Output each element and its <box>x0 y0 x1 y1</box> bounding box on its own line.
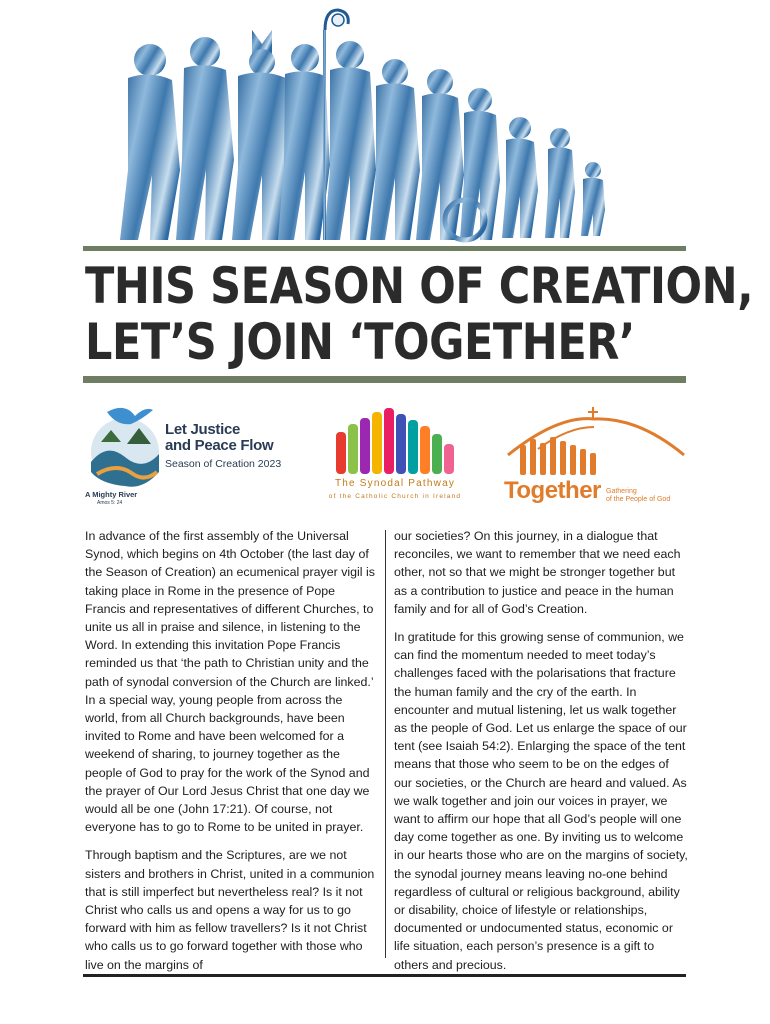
season-subtitle: Season of Creation 2023 <box>165 458 282 470</box>
right-paragraph-1: our societies? On this journey, in a dialogue that reconciles, we want to remember that we need each other, not so that we might be stronger together but as a contribution to justice and peace in the human family and for all of God’s Creation. <box>394 529 681 616</box>
together-subtitle-line-1: Gathering <box>606 488 637 495</box>
season-title-line-2: and Peace Flow <box>165 437 274 454</box>
together-subtitle-line-2: of the People of God <box>606 496 671 503</box>
bottom-rule <box>83 974 686 977</box>
season-tagline: A Mighty River <box>85 490 138 499</box>
synodal-name: The Synodal Pathway <box>334 478 456 489</box>
river-dove-icon <box>87 402 163 490</box>
tent-people-icon <box>498 405 690 479</box>
article-left-column <box>85 527 375 984</box>
colorful-people-icon <box>332 402 458 476</box>
column-divider <box>385 530 386 958</box>
left-paragraph-1: In advance of the first assembly of the Universal Synod, which begins on 4th October (the last day of the Season of Creation) an ecumenical prayer vigil is taking place in Rome in the presence of Pope Francis and representatives of different Churches, to unite us all in praise and silence, in listening to the Word. In extending this invitation Pope Francis reminded us that ‘the path to Christian unity and the path of synodal conversion of the Church are linked.’ In a special way, young people from across the world, from all Church backgrounds, have been invited to Rome and have been welcomed for a weekend of sharing, to journey together as the people of God to pray for the work of the Synod and the prayer of Our Lord Jesus Christ that one day we would all be one (John 17:21). Of course, not everyone has to go to Rome to be united in prayer. <box>85 529 375 835</box>
headline <box>85 257 754 371</box>
right-paragraph-2: In gratitude for this growing sense of communion, we can find the momentum needed to meet today’s challenges faced with the polarisations that fracture the human family and the cry of the earth. In encounter and mutual listening, let us walk together as the people of God. Let us enlarge the space of our tent (see Isaiah 54:2). Enlarging the space of the tent means that those who seem to be on the edges of our societies, or the Church are heard and valued. As we walk together and join our voices in prayer, we want to affirm our hope that all God’s people will one day come together as one. By inviting us to welcome in our hearts those who are on the margins of society, the synodal journey means leaving no-one behind regardless of cultural or religious background, ability or disability, choice of lifestyle or relationships, documented or undocumented status, economic or life situation, each person’s presence is a gift to others and precious. <box>394 630 688 972</box>
season-reference: Amos 5: 24 <box>97 500 123 506</box>
headline-line-1: THIS SEASON OF CREATION, <box>85 257 754 315</box>
season-title <box>165 422 273 454</box>
headline-divider-rule <box>83 376 686 383</box>
season-title-line-1: Let Justice <box>165 421 241 438</box>
top-divider-rule <box>83 246 686 251</box>
together-gathering-logo <box>498 405 690 513</box>
hero-walking-people-illustration <box>0 0 770 250</box>
together-subtitle <box>606 488 686 504</box>
article-right-column <box>394 527 690 984</box>
together-word: Together <box>504 477 601 504</box>
synodal-pathway-logo <box>320 400 470 512</box>
synodal-subtitle: of the Catholic Church in Ireland <box>328 493 462 500</box>
left-paragraph-2: Through baptism and the Scriptures, are we not sisters and brothers in Christ, united in a communion that is still imperfect but nevertheless real? Is it not Christ who calls us and opens a way for us to go forward with him as fellow travellers? Is it not Christ who calls us to go forward together with those who live on the margins of <box>85 848 375 972</box>
headline-line-2: LET’S JOIN ‘TOGETHER’ <box>85 313 635 371</box>
season-of-creation-logo <box>85 400 305 512</box>
